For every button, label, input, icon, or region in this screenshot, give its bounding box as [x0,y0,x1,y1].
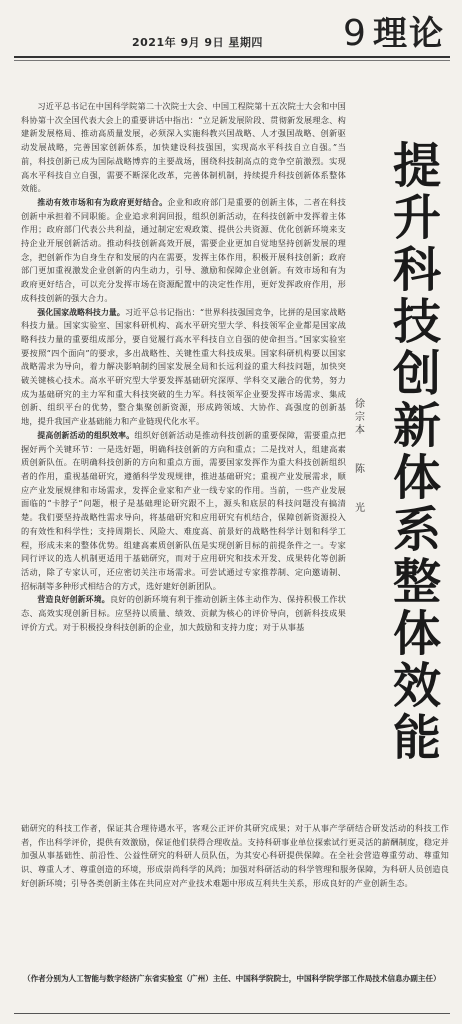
paragraph-organization: 提高创新活动的组织效率。组织好创新活动是推动科技创新的重要保障，需要重点把握好两个关键环节：一是选好题，明确科技创新的方向和重点；二是找对人，组建高素质创新队伍。在明确科技创新的方向和重点方面，需要国家发挥作为重大科技创新组织者的作用，重视基础研究，遵循科学发现规律，推进基础研究；重视产业发展需求，顺应产业发展规律和市场需求，发挥企业家和产业一线专家的作用。当前，一些产业发展面临的“卡脖子”问题，根子是基础理论研究跟不上，源头和底层的科技问题没有搞清楚。我们要坚持战略性需求导向，将基础研究和应用研究有机结合，保障创新资源投入的有效性和科学性；支持周期长、风险大、难度高、前景好的战略性科学计划和科学工程，形成未来的整体优势。组建高素质创新队伍是实现创新目标的前提条件之一。专家同行评议的选人机制更适用于基础研究，而对于应用研究和技术开发、成果转化等创新活动，除了专家认可，还应密切关注市场需求。可尝试通过专家推荐制、定向邀请制、招标制等多种形式相结合的方式，选好建好创新团队。 [21,429,346,591]
title-char: 提 [392,138,441,194]
author-spacer [352,476,368,502]
article-body-wide [21,822,449,891]
title-char: 效 [392,658,441,714]
paragraph-intro: 习近平总书记在中国科学院第二十次院士大会、中国工程院第十五次院士大会和中国科协第十次全国代表大会上的重要讲话中指出：“立足新发展阶段、贯彻新发展理念、构建新发展格局、推动高质量发展，必须深入实施科教兴国战略、人才强国战略、创新驱动发展战略，完善国家创新体系，加快建设科技强国，实现高水平科技自立自强。”当前，科技创新已成为国际战略博弈的主要战场，围绕科技制高点的竞争空前激烈。实现高水平科技自立自强，需要不断深化改革，完善体制机制，持续提升科技创新体系整体效能。 [21,101,346,194]
title-char: 体 [392,450,441,506]
author-char: 本 [355,425,365,436]
article-authors [352,398,368,515]
title-char: 整 [392,554,441,610]
title-char: 创 [392,346,441,402]
title-char: 能 [392,710,441,766]
page-number: 9 [343,13,366,54]
paragraph-strategic-force: 强化国家战略科技力量。习近平总书记指出：“世界科技强国竞争，比拼的是国家战略科技力量。国家实验室、国家科研机构、高水平研究型大学、科技领军企业都是国家战略科技力量的重要组成部分，要自觉履行高水平科技自立自强的使命担当。”国家实验室要按照“四个面向”的要求，多出战略性、关键性重大科技成果。国家科研机构要以国家战略需求为导向，着力解决影响制约国家发展全局和长远利益的重大科技问题，加快突破关键核心技术。高水平研究型大学要发挥基础研究深厚、学科交叉融合的优势，努力成为基础研究的主力军和重大科技突破的生力军。科技领军企业要发挥市场需求、集成创新、组织平台的优势，整合集聚创新资源，形成跨领域、大协作、高强度的创新基地，提升我国产业基础能力和产业链现代化水平。 [21,306,346,427]
section-name: 理论 [373,14,445,54]
article-body [21,100,346,634]
footer-rule [14,1013,450,1014]
title-char: 系 [392,502,441,558]
author-affiliation-note: （作者分别为人工智能与数字经济广东省实验室（广州）主任、中国科学院院士，中国科学院学部工作局技术信息办副主任） [23,974,441,983]
author-spacer [352,437,368,463]
page-header [0,0,462,58]
article-title [386,140,448,764]
title-char: 新 [392,398,441,454]
paragraph-environment: 营造良好创新环境。良好的创新环境有利于推动创新主体主动作为、保持积极工作状态、高效实现创新目标。应坚持以质量、绩效、贡献为核心的评价导向，创新科技成果评价方式。对于积极投身科技创新的企业，加大鼓励和支持力度；对于从事基 [21,594,346,632]
paragraph-market-government: 推动有效市场和有为政府更好结合。企业和政府部门是重要的创新主体，二者在科技创新中承担着不同职能。企业追求利润回报，组织创新活动，在科技创新中发挥着主体作用；政府部门代表公共利益，通过制定宏观政策、提供公共资源、优化创新环境来支持企业开展创新活动。推动科技创新高效开展，需要企业更加自觉地坚持创新发展的理念，把创新作为自身生存和发展的内在需要，发挥主体作用，积极开展科技创新；政府部门更加重视激发企业创新的内生动力，引导、激励和保障企业创新。有效市场和有为政府更好结合，可以充分发挥市场在资源配置中的决定性作用，更好发挥政府作用，形成科技创新的强大合力。 [21,196,346,303]
header-rule [14,56,450,58]
title-char: 升 [392,190,441,246]
author-char: 宗 [355,412,365,423]
author-char: 光 [355,503,365,514]
title-char: 体 [392,606,441,662]
author-char: 徐 [355,399,365,410]
author-char: 陈 [355,464,365,475]
title-char: 科 [392,242,441,298]
issue-date: 2021年 9月 9日 星期四 [132,36,263,49]
title-char: 技 [392,294,441,350]
header-rule-thin [14,60,450,61]
paragraph-environment-continued: 础研究的科技工作者，保证其合理待遇水平，客观公正评价其研究成果；对于从事产学研结合研发活动的科技工作者，作出科学评价，提供有效激励，保证他们获得合理收益。支持科研事业单位探索试行更灵活的薪酬制度，稳定并加强从事基础性、前沿性、公益性研究的科研人员队伍，为其安心科研提供保障。在全社会营造尊重劳动、尊重知识、尊重人才、尊重创造的环境，形成崇尚科学的风尚；加强对科研活动的科学管理和服务保障，为科研人员创造良好创新环境；引导各类创新主体在共同应对产业技术难题中形成互利共生关系，形成良好的产业创新生态。 [21,823,449,888]
